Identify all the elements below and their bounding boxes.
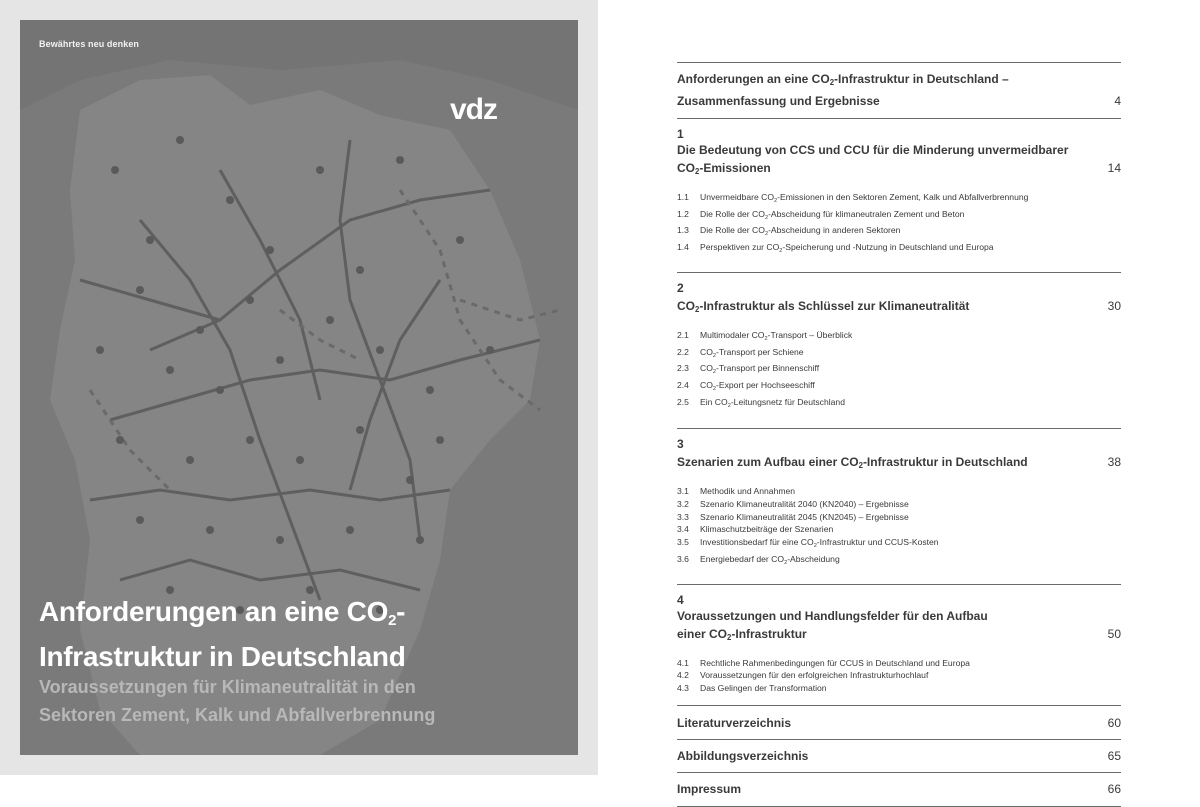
section-number: 3.1 bbox=[677, 486, 689, 497]
toc-section-item[interactable] bbox=[677, 669, 1121, 682]
section-number: 4.1 bbox=[677, 657, 689, 668]
tagline: Bewährtes neu denken bbox=[39, 39, 140, 49]
section-title: $CO_2$-Transport per Binnenschiff bbox=[700, 363, 820, 376]
section-number: 3.6 bbox=[677, 553, 689, 564]
toc-section-item[interactable] bbox=[677, 329, 1121, 346]
toc-entry-summary[interactable]: Anforderungen an eine $CO_2$-Infrastruktur in Deutschland – Zusammenfassung und Ergebnisse 4 bbox=[677, 62, 1121, 118]
section-title: Szenario Klimaneutralität 2045 (KN2045) – Ergebnisse bbox=[700, 511, 909, 522]
chapter-number: 4 bbox=[677, 592, 684, 607]
toc-section-item[interactable] bbox=[677, 657, 1121, 670]
section-title: Die Rolle der $CO_2$-Abscheidung für klimaneutralen Zement und Beton bbox=[700, 208, 965, 221]
toc-section-item[interactable] bbox=[677, 379, 1121, 396]
page-number: 60 bbox=[1107, 715, 1121, 730]
toc-section-item[interactable] bbox=[677, 362, 1121, 379]
toc-chapter-1[interactable]: 1 Die Bedeutung von CCS und CCU für die Minderung unvermeidbarer $CO_2$-Emissionen 14 1.1 Unvermeidbare $CO_2$-Emissionen in den Sektoren Zement, Kalk und Abfallverbrennung 1.2 Die Rolle der $CO_2$-Abscheidung für klimaneutralen Zement und Beton 1.3 Die Rolle der $CO_2$-Abscheidung in anderen Sektoren 1.4 Perspektiven zur $CO_2$-Speicherung und -Nutzung in Deutschland und Europa bbox=[677, 118, 1121, 272]
section-list bbox=[677, 181, 1121, 272]
section-number: 1.4 bbox=[677, 242, 689, 253]
vdz-logo: vdz bbox=[450, 93, 498, 126]
toc-section-item[interactable] bbox=[677, 498, 1121, 511]
section-title: Die Rolle der $CO_2$-Abscheidung in anderen Sektoren bbox=[700, 225, 901, 238]
toc-section-item[interactable] bbox=[677, 536, 1121, 553]
toc-chapter-2[interactable]: 2 $CO_2$-Infrastruktur als Schlüssel zur Klimaneutralität 30 2.1 Multimodaler $CO_2$-Transport – Überblick 2.2 $CO_2$-Transport per Schiene 2.3 $CO_2$-Transport per Binnenschiff 2.4 $CO_2$-Export per Hochseeschiff 2.5 Ein $CO_2$-Leitungsnetz für Deutschland bbox=[677, 272, 1121, 429]
section-title: Das Gelingen der Transformation bbox=[700, 682, 827, 693]
section-number: 2.3 bbox=[677, 363, 689, 374]
section-title: Energiebedarf der $CO_2$-Abscheidung bbox=[700, 553, 840, 566]
page-number: 50 bbox=[1107, 626, 1121, 641]
toc-section-item[interactable] bbox=[677, 396, 1121, 413]
section-list bbox=[677, 647, 1121, 705]
left-page bbox=[0, 0, 598, 775]
chapter-number: 1 bbox=[677, 127, 684, 141]
section-number: 4.2 bbox=[677, 670, 689, 681]
cover-title: Anforderungen an eine $CO_2-$ Infrastruktur in Deutschland bbox=[39, 596, 406, 672]
section-number: 1.2 bbox=[677, 208, 689, 219]
section-number: 3.3 bbox=[677, 511, 689, 522]
chapter-number: 3 bbox=[677, 437, 684, 452]
section-number: 2.5 bbox=[677, 396, 689, 407]
section-title: Methodik und Annahmen bbox=[700, 486, 796, 497]
page-number: 38 bbox=[1107, 455, 1121, 470]
toc-section-item[interactable] bbox=[677, 523, 1121, 536]
toc-entry-figures[interactable]: Abbildungsverzeichnis 65 bbox=[677, 739, 1121, 772]
section-title: $CO_2$-Transport per Schiene bbox=[700, 346, 804, 359]
section-title: Szenario Klimaneutralität 2040 (KN2040) – Ergebnisse bbox=[700, 499, 909, 510]
section-number: 3.2 bbox=[677, 499, 689, 510]
section-list bbox=[677, 475, 1121, 583]
section-number: 1.3 bbox=[677, 225, 689, 236]
section-title: Voraussetzungen für den erfolgreichen Infrastrukturhochlauf bbox=[700, 670, 929, 681]
section-title: Investitionsbedarf für eine $CO_2$-Infrastruktur und CCUS-Kosten bbox=[700, 537, 939, 550]
section-title: $CO_2$-Export per Hochseeschiff bbox=[700, 379, 815, 392]
section-title: Rechtliche Rahmenbedingungen für CCUS in Deutschland und Europa bbox=[700, 657, 970, 668]
section-number: 4.3 bbox=[677, 682, 689, 693]
page-number: 65 bbox=[1107, 748, 1121, 763]
toc-section-item[interactable] bbox=[677, 346, 1121, 363]
cover bbox=[20, 20, 578, 755]
section-title: Ein $CO_2$-Leitungsnetz für Deutschland bbox=[700, 396, 845, 409]
section-number: 2.1 bbox=[677, 329, 689, 340]
page-number: 14 bbox=[1107, 161, 1121, 175]
toc-section-item[interactable] bbox=[677, 511, 1121, 524]
section-number: 3.4 bbox=[677, 524, 689, 535]
section-list bbox=[677, 319, 1121, 429]
page-number: 4 bbox=[1114, 94, 1121, 108]
section-title: Unvermeidbare $CO_2$-Emissionen in den Sektoren Zement, Kalk und Abfallverbrennung bbox=[700, 192, 1029, 204]
toc-entry-bibliography[interactable]: Literaturverzeichnis 60 bbox=[677, 705, 1121, 739]
section-title: Klimaschutzbeiträge der Szenarien bbox=[700, 524, 834, 535]
section-number: 2.4 bbox=[677, 379, 689, 390]
toc-section-item[interactable] bbox=[677, 241, 1121, 258]
chapter-title: Voraussetzungen und Handlungsfelder für den Aufbau bbox=[677, 608, 988, 623]
toc-section-item[interactable] bbox=[677, 208, 1121, 225]
toc-section-item[interactable] bbox=[677, 191, 1121, 208]
toc-entry-imprint[interactable]: Impressum 66 bbox=[677, 772, 1121, 806]
toc-section-item[interactable] bbox=[677, 224, 1121, 241]
toc-section-item[interactable] bbox=[677, 553, 1121, 570]
toc-section-item[interactable] bbox=[677, 682, 1121, 695]
section-number: 3.5 bbox=[677, 537, 689, 548]
right-page bbox=[598, 0, 1200, 796]
chapter-number: 2 bbox=[677, 280, 684, 295]
section-number: 2.2 bbox=[677, 346, 689, 357]
toc-chapter-3[interactable]: 3 Szenarien zum Aufbau einer $CO_2$-Infrastruktur in Deutschland 38 3.1 Methodik und Annahmen 3.2 Szenario Klimaneutralität 2040 (KN2040) – Ergebnisse 3.3 Szenario Klimaneutralität 2045 (KN2045) – Ergebnisse 3.4 Klimaschutzbeiträge der Szenarien 3.5 Investitionsbedarf für eine $CO_2$-Infrastruktur und CCUS-Kosten 3.6 Energiebedarf der $CO_2$-Abscheidung bbox=[677, 428, 1121, 583]
section-title: Perspektiven zur $CO_2$-Speicherung und -Nutzung in Deutschland und Europa bbox=[700, 242, 994, 255]
section-title: Multimodaler $CO_2$-Transport – Überblick bbox=[700, 329, 853, 342]
table-of-contents bbox=[677, 62, 1121, 807]
toc-section-item[interactable] bbox=[677, 485, 1121, 498]
page-number: 30 bbox=[1107, 298, 1121, 313]
chapter-title: Die Bedeutung von CCS und CCU für die Minderung unvermeidbarer bbox=[677, 143, 1069, 157]
page-number: 66 bbox=[1107, 781, 1121, 796]
section-number: 1.1 bbox=[677, 192, 689, 202]
toc-chapter-4[interactable]: 4 Voraussetzungen und Handlungsfelder für den Aufbau einer $CO_2$-Infrastruktur 50 4.1 Rechtliche Rahmenbedingungen für CCUS in Deutschland und Europa 4.2 Voraussetzungen für den erfolgreichen Infrastrukturhochlauf 4.3 Das Gelingen der Transformation bbox=[677, 584, 1121, 705]
cover-subtitle: Voraussetzungen für Klimaneutralität in den Sektoren Zement, Kalk und Abfallverbrennung bbox=[39, 677, 436, 725]
